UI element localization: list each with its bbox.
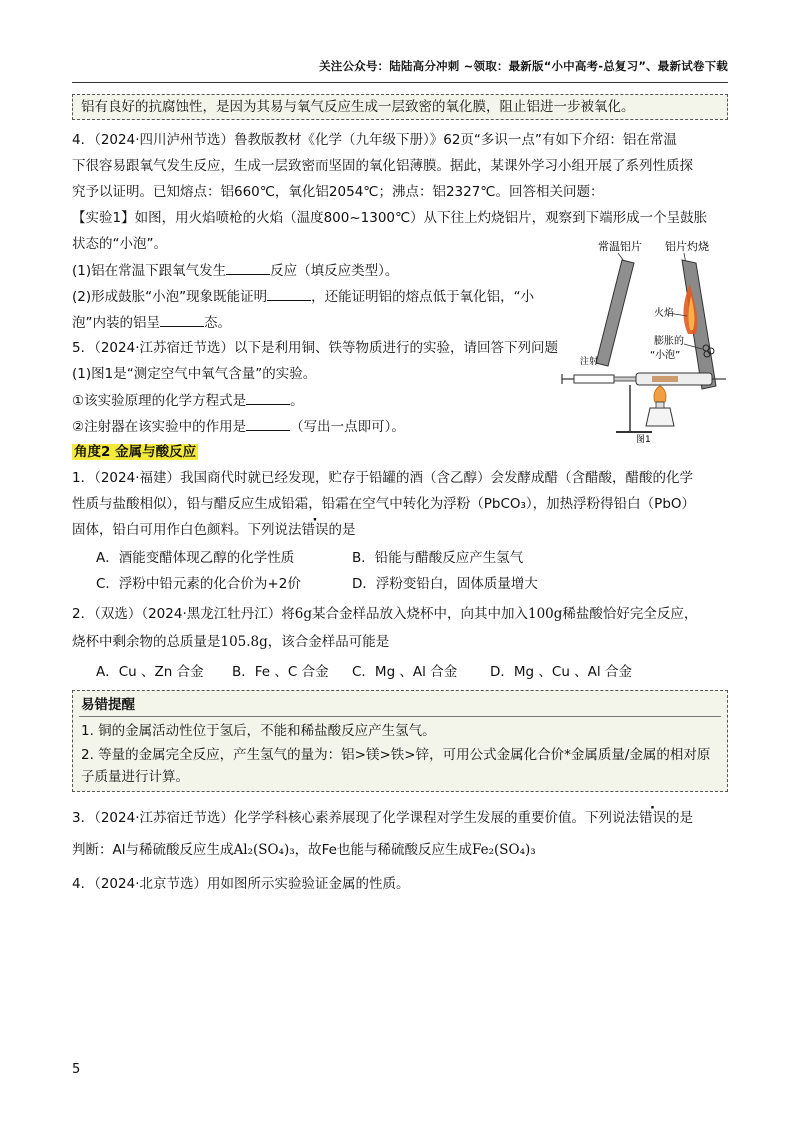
label-left: 常温铝片 (598, 240, 642, 253)
q4-line-4: 【实验1】如图，用火焰喷枪的火焰（温度800~1300℃）从下往上灼烧铝片，观察到下端形成一个呈鼓胀 (72, 210, 708, 226)
s1-line-3 (72, 520, 356, 540)
s1-l3-text-a: 固体，铅白可用作白色颜料。下列说法 (72, 522, 302, 538)
q4-p1-text-a: (1)铝在常温下跟氧气发生 (72, 263, 227, 279)
s2-option-b[interactable]: B．Fe 、C 合金 (232, 664, 329, 680)
note-text: 铝有良好的抗腐蚀性，是因为其易与氧气反应生成一层致密的氧化膜，阻止铝进一步被氧化。 (81, 99, 635, 115)
s1-line-1: 1．（2024·福建）我国商代时就已经发现，贮存于铅罐的酒（含乙醇）会发酵成醋（含醋酸，醋酸的化学 (72, 470, 693, 486)
s2-l2-text-a: 烧杯中剩余物的总质量是 (72, 634, 221, 650)
label-bubble-2: “小泡” (650, 350, 681, 361)
q4-line-1: 4．（2024·四川泸州节选）鲁教版教材《化学（九年级下册）》62页“多识一点”有如下介绍：铝在常温 (72, 132, 677, 148)
s1-l3-text-c: 的是 (328, 522, 356, 538)
tip-title: 易错提醒 (81, 697, 135, 713)
label-fig1: 图1 (636, 435, 651, 445)
s1-line-2: 性质与盐酸相似），铅与醋反应生成铅霜，铅霜在空气中转化为浮粉（PbCO₃），加热浮粉得铅白（PbO） (72, 496, 696, 512)
q5-l3-text-a: ①该实验原理的化学方程式是 (72, 393, 247, 409)
tip-item-2: 2. 等量的金属完全反应，产生氢气的量为：铝>镁>铁>锌，可用公式金属化合价*金属质量/金属的相对原 (81, 747, 711, 763)
page-number: 5 (72, 1062, 81, 1077)
s3-line-1 (72, 808, 693, 828)
q4-p2-text-c: 泡”内装的铝呈 (72, 315, 160, 331)
s2-l1-text-a: 2．（双选）（2024·黑龙江牡丹江）将 (72, 606, 295, 622)
q4-line-2: 下很容易跟氧气发生反应，生成一层致密而坚固的氧化铝薄膜。据此，某课外学习小组开展了系列性质探 (72, 158, 693, 174)
s2-line-1 (72, 604, 697, 624)
s2-option-a[interactable]: A．Cu 、Zn 合金 (96, 664, 204, 680)
q4-p2-text-a: (2)形成鼓胀“小泡”现象既能证明 (72, 289, 268, 305)
q5-line-3 (72, 390, 304, 411)
q5-line-4 (72, 416, 405, 437)
note-box (72, 94, 728, 120)
s1-emphasis: 错误 (301, 522, 329, 538)
q5-line-2: (1)图1是“测定空气中氧气含量”的实验。 (72, 366, 317, 382)
q5-line-1: 5．（2024·江苏宿迁节选）以下是利用铜、铁等物质进行的实验，请回答下列问题 (72, 340, 558, 356)
header-rule (72, 82, 728, 83)
q4-p1-text-b: 反应（填反应类型）。 (270, 263, 399, 279)
label-flame: 火焰 (654, 308, 674, 319)
s4-line-1: 4．（2024·北京节选）用如图所示实验验证金属的性质。 (72, 876, 410, 892)
s2-option-d[interactable]: D．Mg 、Cu 、Al 合金 (490, 664, 632, 680)
s1-option-a[interactable]: A．酒能变醋体现乙醇的化学性质 (96, 550, 295, 566)
answer-blank[interactable] (160, 312, 204, 327)
tip-item-3: 子质量进行计算。 (81, 769, 189, 785)
formula-al2so43: Al₂(SO₄)₃ (233, 842, 295, 858)
q4-p2-text-b: ，还能证明铝的熔点低于氧化铝，“小 (311, 289, 535, 305)
answer-blank[interactable] (246, 416, 290, 431)
s3-line-2 (72, 840, 536, 860)
q5-l4-text-a: ②注射器在该实验中的作用是 (72, 419, 247, 435)
answer-blank[interactable] (267, 286, 311, 301)
room-temp-aluminum-strip (596, 260, 634, 366)
q5-l3-text-b: 。 (290, 393, 304, 409)
mass-acid: 100g (527, 606, 563, 622)
s2-l1-text-b: 某合金样品放入烧杯中，向其中加入 (311, 606, 528, 622)
section-heading (72, 442, 198, 462)
tip-item-1: 1. 铜的金属活动性位于氢后，不能和稀盐酸反应产生氢气。 (81, 723, 436, 739)
label-syringe: 注射 (580, 357, 599, 367)
formula-fe2so43: Fe₂(SO₄)₃ (472, 842, 536, 858)
s1-option-d[interactable]: D．浮粉变铅白，固体质量增大 (352, 576, 538, 592)
q4-line-5: 状态的“小泡”。 (72, 236, 167, 252)
s2-option-c[interactable]: C．Mg 、Al 合金 (352, 664, 458, 680)
s3-l1-text-a: 3．（2024·江苏宿迁节选）化学学科核心素养展现了化学课程对学生发展的重要价值。下列说法 (72, 810, 639, 826)
s3-l2-text-b: ，故Fe也能与稀硫酸反应生成 (294, 842, 472, 858)
mass-sample: 6g (294, 606, 312, 622)
answer-blank[interactable] (226, 260, 270, 275)
tip-box (72, 690, 728, 792)
q4-part-2 (72, 286, 534, 307)
s2-line-2 (72, 632, 389, 652)
q4-part-2-cont (72, 312, 231, 333)
s1-option-b[interactable]: B．铅能与醋酸反应产生氢气 (352, 550, 524, 566)
page-header: 关注公众号：陆陆高分冲刺 ~领取：最新版“小中高考-总复习”、最新试卷下载 (319, 59, 728, 73)
burner-flame-icon (654, 386, 666, 402)
s3-emphasis: 错误 (639, 810, 666, 826)
q4-line-3: 究予以证明。已知熔点：铝660℃，氧化铝2054℃；沸点：铝2327℃。回答相关问题： (72, 184, 604, 200)
answer-blank[interactable] (246, 390, 290, 405)
s2-l2-text-b: ，该合金样品可能是 (267, 634, 390, 650)
syringe (574, 375, 614, 383)
q4-part-1 (72, 260, 398, 281)
label-right: 铝片灼烧 (665, 240, 709, 253)
s3-l2-text-a: 判断：Al与稀硫酸反应生成 (72, 842, 234, 858)
mass-remaining: 105.8g (220, 634, 268, 650)
s2-l1-text-c: 稀盐酸恰好完全反应， (562, 606, 698, 622)
s1-option-c[interactable]: C．浮粉中铅元素的化合价为+2价 (96, 576, 301, 592)
q4-p2-text-d: 态。 (204, 315, 231, 331)
q5-l4-text-b: （写出一点即可）。 (290, 419, 405, 435)
copper-powder (652, 376, 678, 382)
s3-l1-text-c: 的是 (666, 810, 693, 826)
experiment-figure (560, 236, 730, 446)
label-bubble-1: 膨胀的 (654, 336, 684, 347)
alcohol-lamp (646, 408, 674, 426)
section-title: 角度2 金属与酸反应 (74, 444, 197, 460)
